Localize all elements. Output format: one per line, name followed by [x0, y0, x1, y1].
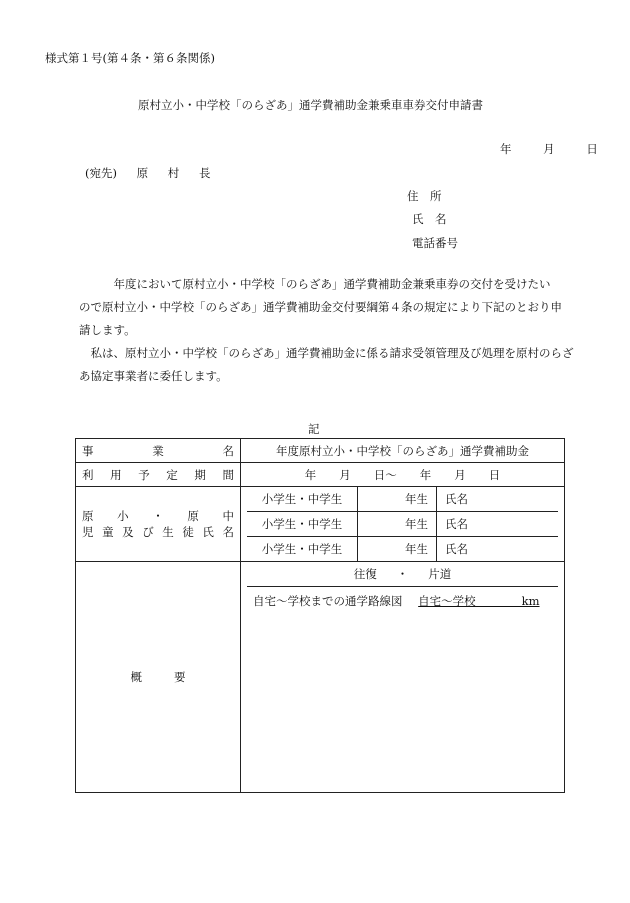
route-label: 自宅～学校までの通学路線図	[253, 594, 403, 608]
route-distance: 自宅～学校 km	[418, 594, 540, 608]
form-number: 様式第１号(第４条・第６条関係)	[45, 51, 215, 65]
period-value[interactable]: 年 月 日～ 年 月 日	[241, 463, 565, 487]
project-value: 年度原村立小・中学校「のらざあ」通学費補助金	[241, 439, 565, 463]
delegation-paragraph	[79, 342, 584, 388]
student-school: 小学生・中学生	[247, 512, 358, 536]
student-grade: 年生	[358, 537, 437, 561]
student-school: 小学生・中学生	[247, 537, 358, 561]
student-row[interactable]	[247, 512, 558, 537]
student-school: 小学生・中学生	[247, 487, 358, 511]
paragraph2-line2: あ協定事業者に委任します。	[79, 369, 228, 383]
applicant-address-label: 住 所	[407, 189, 442, 203]
project-label: 事 業 名	[76, 439, 241, 463]
summary-content	[241, 562, 565, 793]
applicant-name-label: 氏 名	[412, 212, 447, 226]
student-label: 原 小 ・ 原 中 児 童 及 び 生 徒 氏 名	[76, 487, 241, 562]
period-label: 利 用 予 定 期 間	[76, 463, 241, 487]
student-name: 氏名	[445, 517, 468, 531]
application-table	[75, 438, 565, 793]
student-name: 氏名	[445, 542, 468, 556]
student-name: 氏名	[445, 492, 468, 506]
student-rows	[241, 487, 565, 562]
paragraph1-line3: 請します。	[79, 323, 136, 337]
date-year: 年	[500, 142, 512, 156]
paragraph2-line1: 私は、原村立小・中学校「のらざあ」通学費補助金に係る請求受領管理及び処理を原村のらざ	[79, 346, 574, 360]
note-mark: 記	[308, 422, 320, 436]
summary-label: 概 要	[76, 562, 241, 793]
paragraph1-line1: 年度において原村立小・中学校「のらざあ」通学費補助金兼乗車券の交付を受けたい	[79, 277, 551, 291]
addressee-part1: 原	[136, 166, 149, 180]
route-map-area[interactable]	[247, 587, 558, 615]
student-grade: 年生	[358, 512, 437, 536]
addressee	[85, 165, 226, 181]
student-grade: 年生	[358, 487, 437, 511]
addressee-part2: 村	[167, 166, 180, 180]
addressee-part3: 長	[198, 166, 211, 180]
application-date	[500, 141, 598, 157]
round-trip-options[interactable]: 往復 ・ 片道	[247, 562, 558, 587]
document-title: 原村立小・中学校「のらざあ」通学費補助金兼乗車車券交付申請書	[138, 98, 483, 112]
applicant-phone-label: 電話番号	[412, 236, 458, 250]
student-row[interactable]	[247, 487, 558, 512]
paragraph1-line2: ので原村立小・中学校「のらざあ」通学費補助金交付要綱第４条の規定により下記のとおり申	[79, 300, 562, 314]
student-row[interactable]	[247, 537, 558, 561]
date-month: 月	[543, 142, 555, 156]
date-day: 日	[586, 142, 598, 156]
addressee-label: (宛先)	[85, 166, 117, 180]
application-paragraph	[79, 273, 584, 342]
